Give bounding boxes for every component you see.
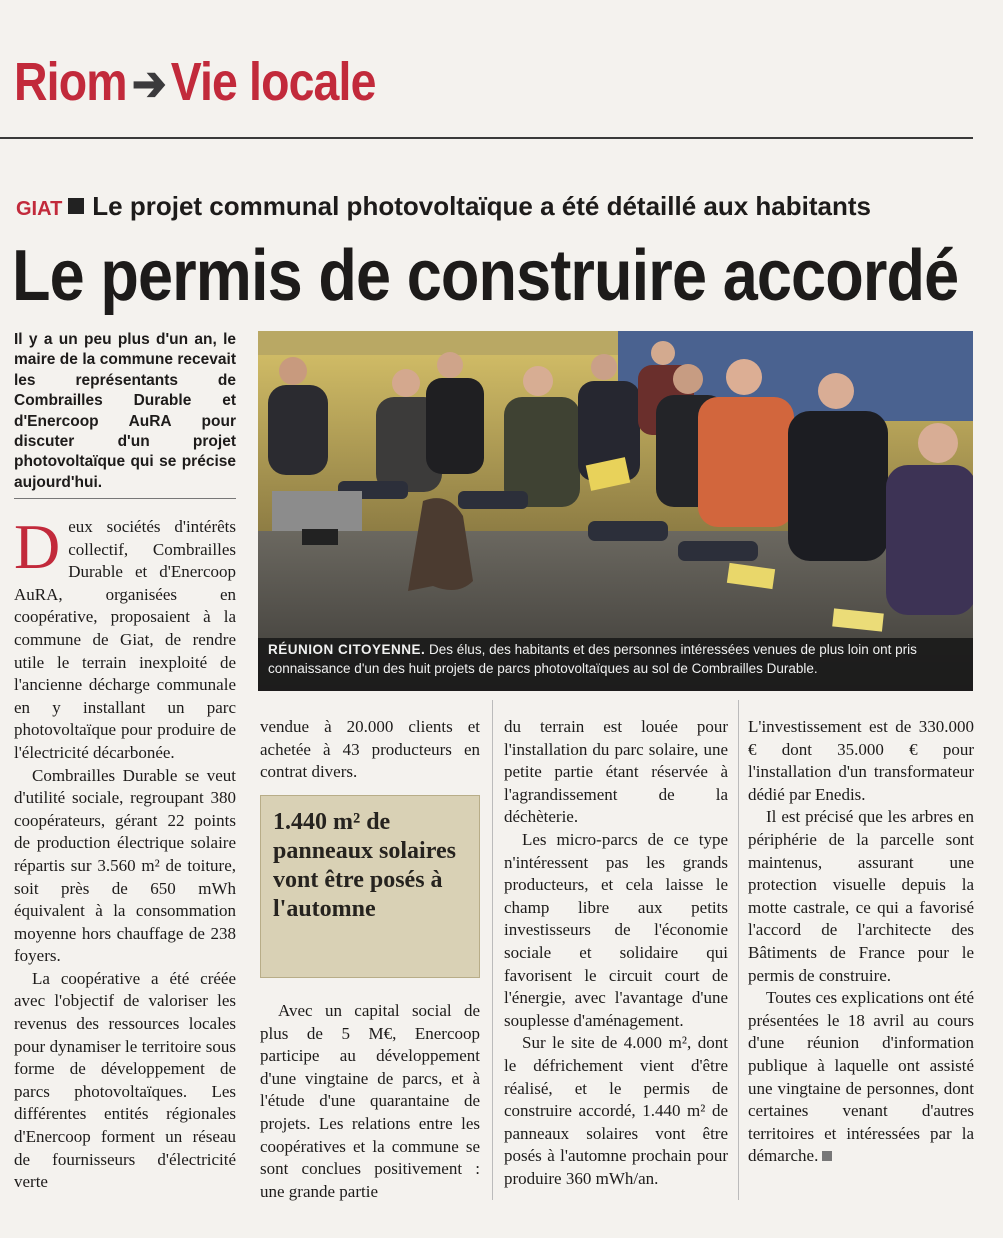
column-1 xyxy=(14,511,236,1194)
headline: Le permis de construire accordé xyxy=(12,236,959,316)
column-3 xyxy=(504,716,728,1190)
paragraph: Deux sociétés d'intérêts collectif, Combrailles Durable et d'Enercoop AuRA, organisées en coopérative, proposaient à la commune de Giat, de rendre utile le terrain inexploité de l'ancienne décharge communale en y installant un parc photovoltaïque pour produire de l'électricité décarbonée. xyxy=(14,511,236,762)
column-4 xyxy=(748,716,974,1168)
paragraph: Avec un capital social de plus de 5 M€, Enercoop participe au développement d'une vingtaine de parcs, et à l'étude d'une quarantaine de projets. Les relations entre les coopératives et la commune se sont conclues positivement : une grande partie xyxy=(260,1001,480,1201)
column-rule xyxy=(492,700,493,1200)
kicker-text: Le projet communal photovoltaïque a été détaillé aux habitants xyxy=(92,191,871,221)
dropcap: D xyxy=(14,511,61,582)
section-town: Riom xyxy=(14,52,127,112)
end-square-icon xyxy=(822,1151,832,1161)
paragraph: Il est précisé que les arbres en périphérie de la parcelle sont maintenus, assurant une protection visuelle depuis la motte castrale, ce qui a favorisé l'accord de l'architecte des Bâtiments de France pour le permis de construire. xyxy=(748,807,974,985)
square-icon xyxy=(68,198,84,214)
photo-caption xyxy=(258,638,973,691)
paragraph: Toutes ces explications ont été présentées le 18 avril au cours d'une réunion d'information publique à laquelle ont assisté une vingtaine de personnes, dont certaines venant d'autres territoires et intéressées par la démarche. xyxy=(748,988,974,1166)
photo-meeting xyxy=(258,331,973,691)
pull-quote-text: 1.440 m² de panneaux solaires vont être posés à l'automne xyxy=(273,809,456,922)
section-rubric: Vie locale xyxy=(170,52,376,112)
arrow-icon: ➔ xyxy=(131,58,166,111)
column-rule xyxy=(738,700,739,1200)
chapo-separator xyxy=(14,498,236,499)
paragraph: vendue à 20.000 clients et achetée à 43 producteurs en contrat divers. xyxy=(260,717,480,782)
paragraph: La coopérative a été créée avec l'objectif de valoriser les revenus des ressources locales pour dynamiser le territoire sous forme de développement de parcs photovoltaïques. Les différentes entités régionales d'Enercoop forment un réseau de fournisseurs d'électricité verte xyxy=(14,968,236,1192)
chapo: Il y a un peu plus d'un an, le maire de la commune recevait les représentants de Combrailles Durable et d'Enercoop AuRA pour discuter d'un projet photovoltaïque qui se précise aujourd'hui. xyxy=(14,331,236,491)
paragraph: du terrain est louée pour l'installation du parc solaire, une petite partie étant réservée à l'agrandissement de la déchèterie. xyxy=(504,717,728,827)
meeting-illustration xyxy=(258,331,973,691)
paragraph: L'investissement est de 330.000 € dont 35.000 € pour l'installation d'un transformateur dédié par Enedis. xyxy=(748,717,974,804)
paragraph: Combrailles Durable se veut d'utilité sociale, regroupant 380 coopérateurs, gérant 22 points de production électrique solaire répartis sur 3.560 m² de toiture, soit près de 650 mWh équivalent à la consommation moyenne hors chauffage de 238 foyers. xyxy=(14,765,236,966)
header-rule xyxy=(0,137,973,139)
caption-label: RÉUNION CITOYENNE. xyxy=(268,642,426,657)
kicker xyxy=(16,190,871,225)
kicker-place: GIAT xyxy=(16,198,63,220)
caption-text: Des élus, des habitants et des personnes intéressées venues de plus loin ont pris connaissance d'un des huit projets de parcs photovoltaïques au sol de Combrailles Durable. xyxy=(268,642,917,676)
paragraph: Sur le site de 4.000 m², dont le défrichement vient d'être réalisé, et le permis de construire accordé, 1.440 m² de panneaux solaires vont être posés à l'automne prochain pour produire 360 mWh/an. xyxy=(504,1033,728,1188)
section-header xyxy=(14,52,376,115)
column-2-top xyxy=(260,716,480,784)
column-2-bottom xyxy=(260,1000,480,1203)
paragraph: Les micro-parcs de ce type n'intéressent pas les grands producteurs, et cela laisse le champ libre aux petits investisseurs de l'économie sociale et solidaire qui favorisent le circuit court de l'énergie, avec l'avantage d'une souplesse d'aménagement. xyxy=(504,829,728,1030)
pull-quote xyxy=(260,795,480,978)
